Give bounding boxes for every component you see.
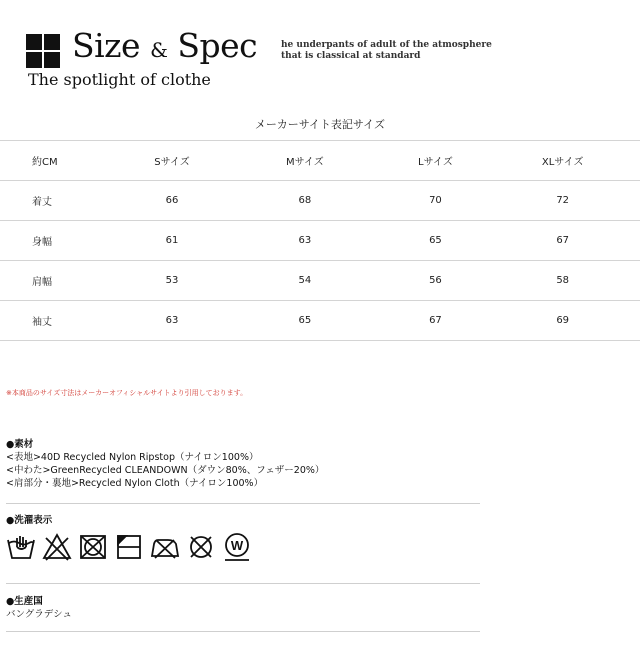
no-tumble-dry-icon xyxy=(78,532,108,562)
size-table-header-cell: Sサイズ xyxy=(120,141,225,181)
size-table-header-cell: XLサイズ xyxy=(485,141,640,181)
size-table-cell: 69 xyxy=(485,301,640,341)
origin-section xyxy=(6,595,480,621)
size-table-cell: 54 xyxy=(224,261,385,301)
material-heading: ●素材 xyxy=(6,439,34,450)
brand-logo-icon xyxy=(26,34,60,68)
size-table-cell: 72 xyxy=(485,181,640,221)
brand-subtitle: The spotlight of clothe xyxy=(28,70,211,89)
size-table-cell: 67 xyxy=(386,301,486,341)
hand-wash-icon xyxy=(6,532,36,562)
no-dry-clean-icon xyxy=(186,532,216,562)
size-table-cell: 61 xyxy=(120,221,225,261)
size-table-header-row xyxy=(0,141,640,181)
material-line: <表地>40D Recycled Nylon Ripstop（ナイロン100%） xyxy=(6,452,259,463)
divider xyxy=(6,583,480,584)
origin-heading: ●生産国 xyxy=(6,596,43,607)
low-iron-icon xyxy=(150,532,180,562)
size-source-note: ※本商品のサイズ寸法はメーカーオフィシャルサイトより引用しております。 xyxy=(6,389,248,397)
material-line: <肩部分・裏地>Recycled Nylon Cloth（ナイロン100%） xyxy=(6,478,264,489)
size-table-cell: 67 xyxy=(485,221,640,261)
divider xyxy=(6,503,480,504)
size-table-row xyxy=(0,261,640,301)
size-table-cell: 58 xyxy=(485,261,640,301)
size-table-header-cell: 約CM xyxy=(0,141,120,181)
size-table-cell: 65 xyxy=(224,301,385,341)
size-table-row-label: 袖丈 xyxy=(0,301,120,341)
size-table-cell: 63 xyxy=(120,301,225,341)
size-table-row xyxy=(0,181,640,221)
size-table-header-cell: Mサイズ xyxy=(224,141,385,181)
size-table-row-label: 肩幅 xyxy=(0,261,120,301)
size-table-cell: 65 xyxy=(386,221,486,261)
size-table-cell: 70 xyxy=(386,181,486,221)
care-section xyxy=(6,514,480,527)
material-section xyxy=(6,438,480,490)
material-line: <中わた>GreenRecycled CLEANDOWN（ダウン80%、フェザー20%） xyxy=(6,465,325,476)
size-table xyxy=(0,140,640,341)
care-heading: ●洗濯表示 xyxy=(6,515,53,526)
no-bleach-icon xyxy=(42,532,72,562)
size-table-cell: 66 xyxy=(120,181,225,221)
brand-title: Size & Spec xyxy=(72,26,258,65)
size-table-title: メーカーサイト表記サイズ xyxy=(254,118,386,131)
size-table-cell: 53 xyxy=(120,261,225,301)
origin-value: バングラデシュ xyxy=(6,609,72,620)
wet-clean-icon xyxy=(222,532,252,562)
size-table-cell: 68 xyxy=(224,181,385,221)
divider xyxy=(6,631,480,632)
size-table-row-label: 着丈 xyxy=(0,181,120,221)
size-table-row xyxy=(0,301,640,341)
size-table-cell: 63 xyxy=(224,221,385,261)
svg-text:W: W xyxy=(230,538,244,553)
line-dry-shade-icon xyxy=(114,532,144,562)
size-table-header-cell: Lサイズ xyxy=(386,141,486,181)
brand-note: he underpants of adult of the atmosphere that is classical at standard xyxy=(281,40,492,61)
size-table-cell: 56 xyxy=(386,261,486,301)
brand-header xyxy=(26,26,626,92)
size-table-row-label: 身幅 xyxy=(0,221,120,261)
size-table-row xyxy=(0,221,640,261)
